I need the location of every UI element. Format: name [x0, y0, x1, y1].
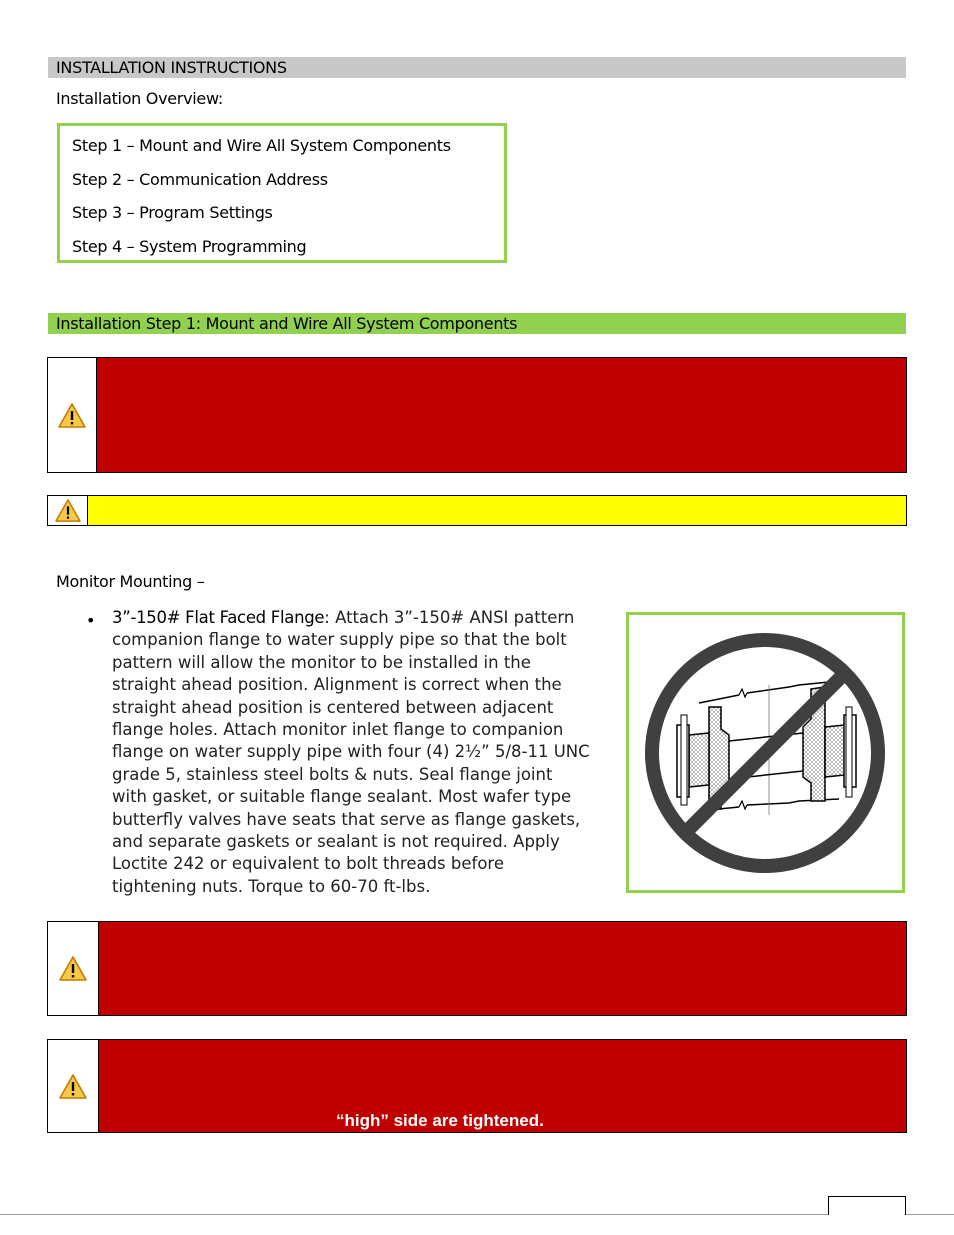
- prohibited-flange-diagram: [629, 615, 902, 890]
- section-header-installation: [48, 57, 906, 78]
- overview-step-1: Step 1 – Mount and Wire All System Components: [72, 136, 451, 155]
- danger-warning-box-1: [47, 357, 907, 473]
- step1-title: Installation Step 1: Mount and Wire All System Components: [56, 314, 518, 333]
- page-number-tab: [828, 1196, 906, 1215]
- footer-line: [0, 1214, 954, 1215]
- incorrect-flange-figure: [626, 612, 905, 893]
- overview-step-4: Step 4 – System Programming: [72, 236, 307, 256]
- danger-warning-body-2: [99, 922, 906, 1015]
- section-title: INSTALLATION INSTRUCTIONS: [56, 58, 287, 77]
- warning-icon-cell: [48, 922, 99, 1015]
- caution-warning-body: [88, 496, 906, 525]
- section-header-step1: [48, 313, 906, 334]
- danger-warning-box-3: [47, 1039, 907, 1133]
- warning-triangle-icon: [58, 1073, 88, 1100]
- danger-warning-body-1: [97, 358, 906, 472]
- danger-warning-box-2: [47, 921, 907, 1016]
- warning-text: “high” side are tightened.: [336, 1111, 544, 1130]
- danger-warning-body-3: [99, 1040, 906, 1132]
- overview-step-3: Step 3 – Program Settings: [72, 203, 273, 222]
- caution-warning-box: [47, 495, 907, 526]
- flange-instructions: [112, 607, 592, 898]
- overview-title: Installation Overview:: [56, 89, 223, 108]
- overview-steps-box: [57, 123, 507, 263]
- monitor-mounting-heading: Monitor Mounting –: [56, 572, 205, 591]
- warning-triangle-icon: [58, 955, 88, 982]
- warning-icon-cell: [48, 496, 88, 525]
- overview-step-2: Step 2 – Communication Address: [72, 169, 328, 189]
- flange-term: 3”-150# Flat Faced Flange: [112, 608, 325, 627]
- warning-icon-cell: [48, 358, 97, 472]
- warning-triangle-icon: [57, 402, 87, 429]
- warning-triangle-icon: [54, 498, 82, 523]
- flange-text: : Attach 3”-150# ANSI pattern companion flange to water supply pipe so that the bolt pattern will allow the monitor to be installed in the straight ahead position. Alignment is correct when the straight ahead position is centered between adjacent flange holes. Attach monitor inlet flange to companion flange on water supply pipe with four (4) 2½” 5/8-11 UNC grade 5, stainless steel bolts & nuts. Seal flange joint with gasket, or suitable flange sealant. Most wafer type butterfly valves have seats that serve as flange gaskets, and separate gaskets or sealant is not required. Apply Loctite 242 or equivalent to bolt threads before tightening nuts. Torque to 60-70 ft-lbs.: [112, 608, 590, 896]
- bullet-dot: •: [86, 611, 96, 630]
- warning-icon-cell: [48, 1040, 99, 1132]
